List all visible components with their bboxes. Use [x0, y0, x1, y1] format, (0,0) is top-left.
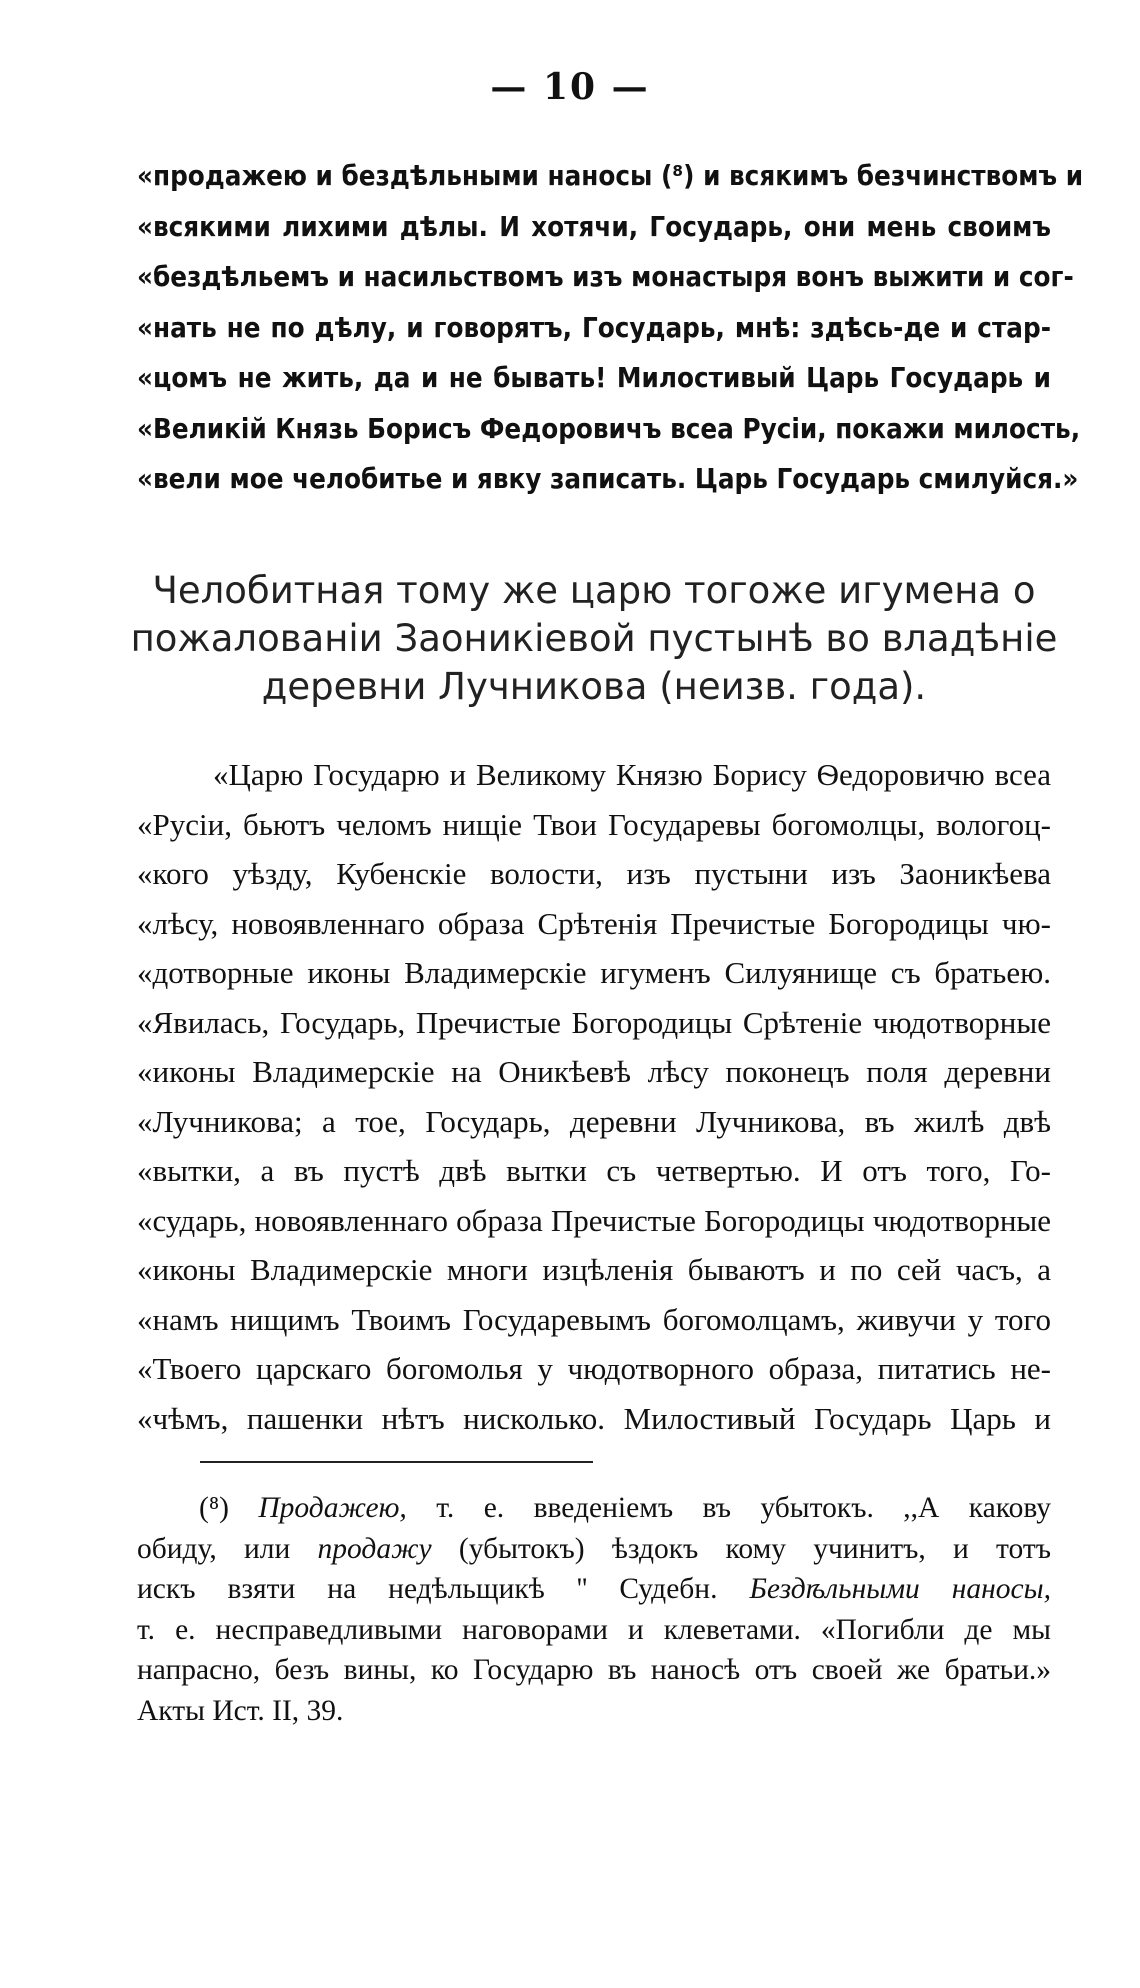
- footnote-line: напрасно, безъ вины, ко Государю въ наносѣ отъ своей же братьи.»: [137, 1654, 1051, 1686]
- page-number: — 10 —: [490, 66, 650, 108]
- heading-line: деревни Лучникова (неизв. года).: [261, 665, 927, 708]
- text-line: «чѣмъ, пашенки нѣтъ нисколько. Милостивый Государь Царь и: [137, 1400, 1051, 1436]
- text-line: «бездѣльемъ и насильствомъ изъ монастыря вонъ выжити и сог-: [137, 261, 1074, 293]
- footnote-line: [137, 1488, 1051, 1529]
- footnote-marker: (⁸): [199, 1492, 229, 1524]
- text-line: «иконы Владимерскіе многи изцѣленія бываютъ и по сей часъ, а: [137, 1252, 1051, 1287]
- quoted-petition-continuation: [137, 151, 1084, 505]
- text-line: «дотворные иконы Владимерскіе игуменъ Силуянище съ братьею.: [137, 955, 1051, 990]
- heading-line: пожалованіи Заоникіевой пустынѣ во владѣніе: [130, 617, 1058, 660]
- footnote-source: Акты Ист. II, 39.: [137, 1694, 344, 1727]
- text-line: «кого уѣзду, Кубенскіе волости, изъ пустыни изъ Заоникѣева: [137, 856, 1051, 891]
- petition-text: [137, 750, 1051, 1443]
- text-line: «всякими лихими дѣлы. И хотячи, Государь, они мень своимъ: [137, 210, 1051, 243]
- text-line: «цомъ не жить, да и не бывать! Милостивый Царь Государь и: [137, 362, 1051, 394]
- footnote-divider: [200, 1461, 593, 1463]
- footnote-line: т. е. несправедливыми наговорами и клеветами. «Погибли де мы: [137, 1613, 1051, 1646]
- text-line: «лѣсу, новоявленнаго образа Срѣтенія Пречистые Богородицы чю-: [137, 905, 1051, 941]
- text-line: [137, 750, 1051, 800]
- heading-line: Челобитная тому же царю тогоже игумена о: [152, 569, 1036, 612]
- text-line: «иконы Владимерскіе на Оникѣевѣ лѣсу поконецъ поля деревни: [137, 1054, 1051, 1089]
- footnote-term: Бездѣльными наносы,: [749, 1573, 1051, 1605]
- footnote-line: [137, 1569, 1051, 1610]
- footnote-text: (убытокъ) ѣздокъ кому учинитъ, и тотъ: [458, 1532, 1052, 1565]
- footnote-term: Продажею,: [258, 1492, 407, 1524]
- footnote-text: искъ взяти на недѣльщикѣ '' Судебн.: [137, 1573, 718, 1605]
- footnote-term: продажу: [317, 1532, 432, 1565]
- text-line: «Лучникова; а тое, Государь, деревни Лучникова, въ жилѣ двѣ: [137, 1103, 1051, 1139]
- footnote: [137, 1488, 1051, 1731]
- text-line: «продажею и бездѣльными наносы (⁸) и всякимъ безчинствомъ и: [137, 160, 1084, 192]
- text-line: «Русіи, бьютъ челомъ нищіе Твои Государевы богомолцы, вологоц-: [137, 806, 1051, 842]
- section-heading: [130, 567, 1058, 711]
- footnote-line: [137, 1529, 1051, 1570]
- text-line: «Твоего царскаго богомолья у чюдотворного образа, питатись не-: [137, 1351, 1051, 1386]
- text-line: «вели мое челобитье и явку записать. Царь Государь смилуйся.»: [137, 463, 1079, 495]
- text-line: «нать не по дѣлу, и говорятъ, Государь, мнѣ: здѣсь-де и стар-: [137, 311, 1051, 344]
- text-line: «Явилась, Государь, Пречистые Богородицы Срѣтеніе чюдотворные: [137, 1004, 1051, 1040]
- text-line: «вытки, а въ пустѣ двѣ вытки съ четвертью. И отъ того, Го-: [137, 1153, 1051, 1188]
- footnote-text: обиду, или: [137, 1532, 291, 1565]
- text-line: «Великій Князь Борисъ Федоровичъ всеа Русіи, покажи милость,: [137, 412, 1081, 445]
- text-line-content: «Царю Государю и Великому Князю Борису Ѳедоровичю всеа: [213, 757, 1051, 792]
- text-line: «сударь, новоявленнаго образа Пречистые Богородицы чюдотворные: [137, 1202, 1051, 1238]
- footnote-text: т. е. введеніемъ въ убытокъ. ,,А какову: [436, 1492, 1051, 1524]
- text-line: «намъ нищимъ Твоимъ Государевымъ богомолцамъ, живучи у того: [137, 1301, 1051, 1337]
